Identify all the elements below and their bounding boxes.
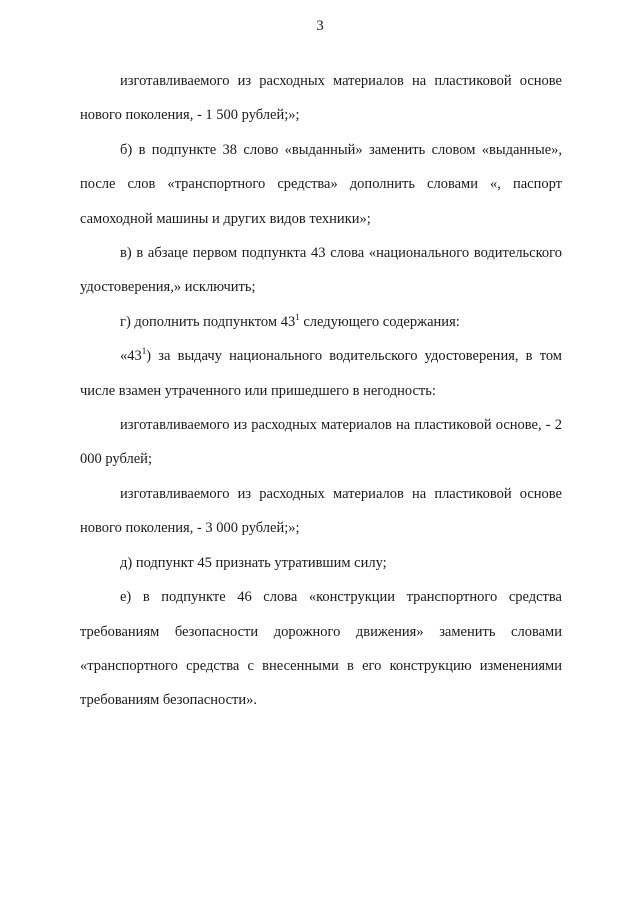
paragraph-subitem-b: б) в подпункте 38 слово «выданный» заменить словом «выданные», после слов «транспортного средства» дополнить словами «, паспорт самоходной машины и других видов техники»; <box>80 141 562 227</box>
page-number: 3 <box>316 18 324 34</box>
paragraph-subitem-g <box>80 305 562 339</box>
paragraph-subitem-g-text: г) дополнить подпунктом 43 <box>120 313 296 330</box>
superscript-index: 1 <box>295 312 300 323</box>
paragraph-item-43-1 <box>80 339 562 408</box>
paragraph-subitem-v: в) в абзаце первом подпункта 43 слова «национального водительского удостоверения,» исключить; <box>80 245 562 296</box>
document-body <box>80 64 562 718</box>
superscript-index: 1 <box>141 346 147 357</box>
paragraph-subitem-e: е) в подпункте 46 слова «конструкции транспортного средства требованиям безопасности дорожного движения» заменить словами «транспортного средства с внесенными в его конструкцию изменениями требованиям безопасности». <box>80 589 562 709</box>
paragraph-fee-plastic-2000: изготавливаемого из расходных материалов на пластиковой основе, - 2 000 рублей; <box>80 417 562 468</box>
paragraph-subitem-d: д) подпункт 45 признать утратившим силу; <box>120 554 387 571</box>
paragraph-item-43-1-text: «43 <box>120 348 142 365</box>
paragraph-item-43-1-text-end: ) за выдачу национального водительского удостоверения, в том числе взамен утраченного или пришедшего в негодность: <box>80 348 562 399</box>
paragraph-subitem-g-text-end: следующего содержания: <box>299 313 460 330</box>
paragraph-fee-new-generation-3000: изготавливаемого из расходных материалов на пластиковой основе нового поколения, - 3 000 рублей;»; <box>80 485 562 537</box>
paragraph-fee-new-generation-1500: изготавливаемого из расходных материалов на пластиковой основе нового поколения, - 1 500 рублей;»; <box>80 73 562 124</box>
